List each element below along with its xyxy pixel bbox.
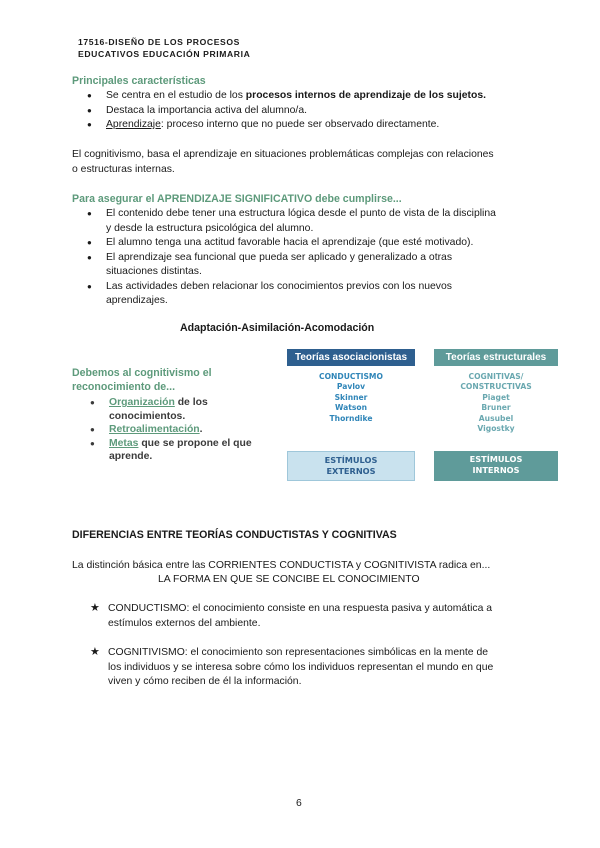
diferencias-intro: La distinción básica entre las CORRIENTES CONDUCTISTA y COGNITIVISTA radica en... <box>72 560 491 571</box>
list-item: ● El alumno tenga una actitud favorable hacia el aprendizaje (que esté motivado). <box>85 236 545 251</box>
list-item: ● Retroalimentación. <box>88 423 278 437</box>
asociacionistas-header: Teorías asociacionistas <box>287 349 415 366</box>
list-item: ● Aprendizaje: proceso interno que no puede ser observado directamente. <box>85 118 545 133</box>
list-item: ● Las actividades deben relacionar los conocimientos previos con los nuevos aprendizajes. <box>85 280 545 309</box>
estimulos-internos-box: ESTÍMULOS INTERNOS <box>434 451 558 481</box>
significativo-list <box>85 207 545 309</box>
estructurales-header: Teorías estructurales <box>434 349 558 366</box>
asociacionistas-list: CONDUCTISMO Pavlov Skinner Watson Thorndike <box>319 372 383 423</box>
header-line-1: 17516-DISEÑO DE LOS PROCESOS <box>78 37 240 47</box>
page-number: 6 <box>296 798 302 809</box>
list-item: ● Organización de los conocimientos. <box>88 396 278 423</box>
diferencias-title: DIFERENCIAS ENTRE TEORÍAS CONDUCTISTAS Y COGNITIVAS <box>72 529 397 541</box>
adaptacion-heading: Adaptación-Asimilación-Acomodación <box>180 322 375 334</box>
caracteristicas-title: Principales características <box>72 75 206 87</box>
header-line-2: EDUCATIVOS EDUCACIÓN PRIMARIA <box>78 49 251 59</box>
cognitivismo-paragraph: El cognitivismo, basa el aprendizaje en situaciones problemáticas complejas con relaciones o estructuras internas. <box>72 149 494 175</box>
list-item: ● Destaca la importancia activa del alumno/a. <box>85 104 545 119</box>
diferencias-intro-2: LA FORMA EN QUE SE CONCIBE EL CONOCIMIENTO <box>158 574 420 585</box>
estimulos-externos-box: ESTÍMULOS EXTERNOS <box>287 451 415 481</box>
list-item: ● El contenido debe tener una estructura lógica desde el punto de vista de la disciplina y desde la estructura psicológica del alumno. <box>85 207 545 236</box>
list-item: ★ COGNITIVISMO: el conocimiento son representaciones simbólicas en la mente de los individuos y se interesa sobre cómo los individuos representan el mundo en que viven y cómo reciben de él la información. <box>90 646 530 690</box>
reconocimiento-list <box>88 396 278 464</box>
significativo-title: Para asegurar el APRENDIZAJE SIGNIFICATIVO debe cumplirse... <box>72 193 402 205</box>
estructurales-list: COGNITIVAS/ CONSTRUCTIVAS Piaget Bruner Ausubel Vigostky <box>460 372 532 434</box>
list-item: ● Metas que se propone el que aprende. <box>88 437 278 464</box>
reconocimiento-title: Debemos al cognitivismo el reconocimiento de... <box>72 367 212 393</box>
list-item: ★ CONDUCTISMO: el conocimiento consiste en una respuesta pasiva y automática a estímulos externos del ambiente. <box>90 602 530 631</box>
list-item: ● Se centra en el estudio de los procesos internos de aprendizaje de los sujetos. <box>85 89 545 104</box>
document-header <box>78 36 250 60</box>
diferencias-list <box>90 602 530 631</box>
diferencias-list-2 <box>90 646 530 690</box>
list-item: ● El aprendizaje sea funcional que pueda ser aplicado y generalizado a otras situaciones distintas. <box>85 251 545 280</box>
caracteristicas-list <box>85 89 545 133</box>
